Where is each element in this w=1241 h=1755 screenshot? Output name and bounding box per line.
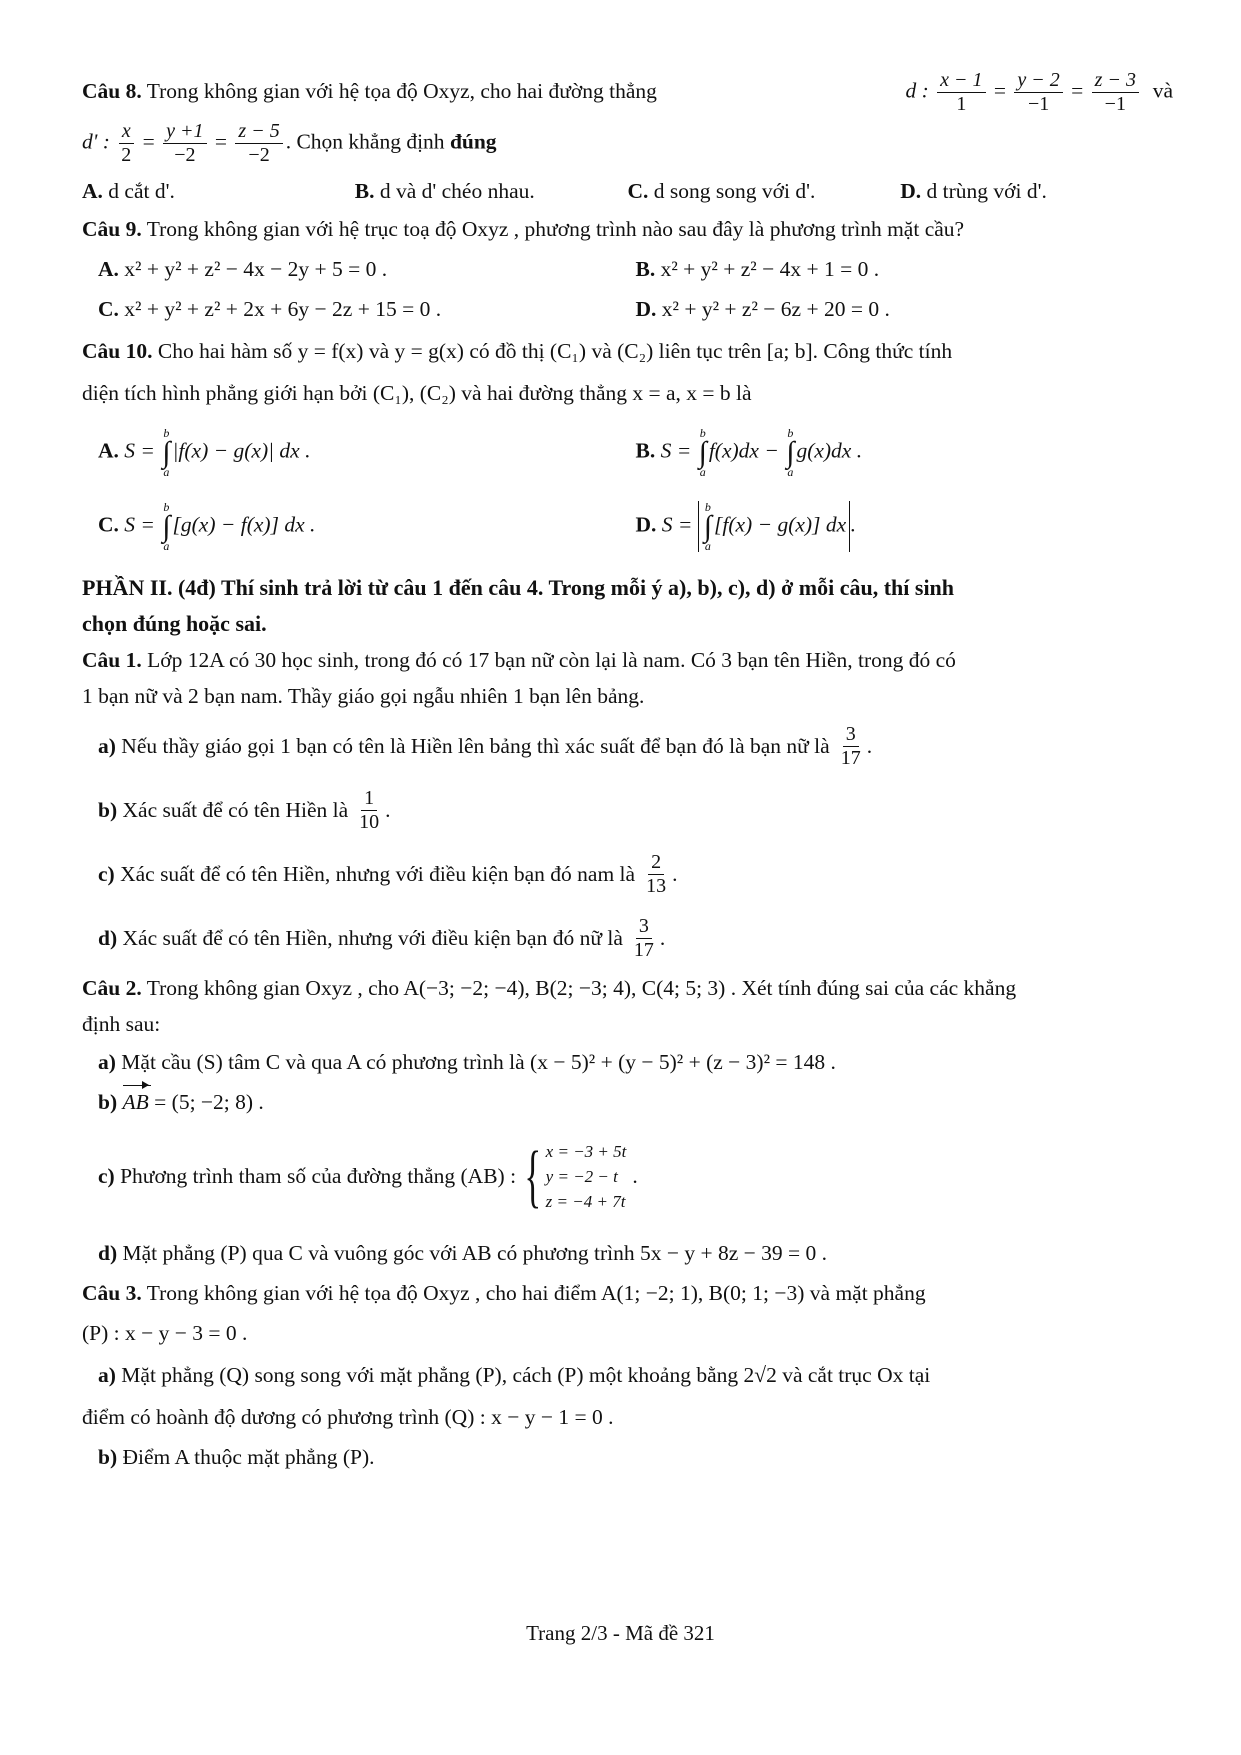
p3-item-a: a) Mặt phẳng (Q) song song với mặt phẳng (P), cách (P) một khoảng bằng 2√2 và cắt trục Ox tại bbox=[98, 1363, 931, 1388]
p2-line2: định sau: bbox=[82, 1011, 161, 1036]
fraction: $\frac{1}{10}$ bbox=[359, 787, 380, 834]
q8-option-b: B. d và d' chéo nhau. bbox=[354, 179, 535, 203]
q10-line1: Câu 10. Cho hai hàm số y = f(x) và y = g(x) có đồ thị (C₁) và (C₂) liên tục trên [a; b]. Công thức tính bbox=[82, 338, 953, 363]
q10-option-d: D. S = b ∫ a [f(x) − g(x)] dx . bbox=[635, 500, 856, 554]
q8-option-d: D. d trùng với d'. bbox=[900, 179, 1047, 203]
q9-stem: Câu 9. Trong không gian với hệ trục toạ độ Oxyz , phương trình nào sau đây là phương trình mặt cầu? bbox=[82, 216, 965, 241]
fraction: $\frac{3}{17}$ bbox=[840, 723, 861, 770]
p1-line2: 1 bạn nữ và 2 bạn nam. Thầy giáo gọi ngẫu nhiên 1 bạn lên bảng. bbox=[82, 683, 645, 708]
p2-item-d: d) Mặt phẳng (P) qua C và vuông góc với AB có phương trình 5x − y + 8z − 39 = 0 . bbox=[98, 1241, 828, 1266]
q10-options-cd bbox=[82, 494, 1173, 560]
q8-dp-frac2: $\frac{y +1}{-2}$ bbox=[163, 120, 206, 167]
p1-item-a: a) Nếu thầy giáo gọi 1 bạn có tên là Hiền lên bảng thì xác suất để bạn đó là bạn nữ là $\frac{3}{17}$ . bbox=[98, 723, 873, 770]
q9-option-b: B. x² + y² + z² − 4x + 1 = 0 . bbox=[635, 256, 880, 281]
q8-options bbox=[82, 178, 1173, 206]
q8-line-d: d : $\frac{x - 1}{1}$ = $\frac{y - 2}{-1}$ = $\frac{z - 3}{-1}$ và bbox=[905, 68, 1173, 115]
p1-item-c: c) Xác suất để có tên Hiền, nhưng với điều kiện bạn đó nam là $\frac{2}{13}$ . bbox=[98, 851, 678, 898]
q9-option-a: A. x² + y² + z² − 4x − 2y + 5 = 0 . bbox=[98, 256, 388, 281]
q8-dp-frac3: $\frac{z - 5}{-2}$ bbox=[235, 120, 282, 167]
q8-d-frac3: $\frac{z - 3}{-1}$ bbox=[1092, 69, 1139, 116]
p3-line1: Câu 3. Trong không gian với hệ tọa độ Oxyz , cho hai điểm A(1; −2; 1), B(0; 1; −3) và mặt phẳng bbox=[82, 1281, 926, 1306]
p1-item-d: d) Xác suất để có tên Hiền, nhưng với điều kiện bạn đó nữ là $\frac{3}{17}$ . bbox=[98, 915, 666, 962]
p3-item-b: b) Điểm A thuộc mặt phẳng (P). bbox=[98, 1445, 375, 1470]
fraction: $\frac{3}{17}$ bbox=[633, 915, 654, 962]
absolute-value: b ∫ a [f(x) − g(x)] dx bbox=[698, 501, 850, 552]
p3-line2: (P) : x − y − 3 = 0 . bbox=[82, 1321, 248, 1346]
q8-d-frac2: $\frac{y - 2}{-1}$ bbox=[1014, 69, 1062, 116]
fraction: $\frac{2}{13}$ bbox=[646, 851, 667, 898]
integral-sign: b ∫ a bbox=[786, 426, 795, 480]
q8-line1 bbox=[82, 70, 1173, 114]
q8-option-a: A. d cắt d'. bbox=[82, 179, 175, 203]
q8-d-frac1: $\frac{x - 1}{1}$ bbox=[937, 69, 985, 116]
p2-item-a: a) Mặt cầu (S) tâm C và qua A có phương trình là (x − 5)² + (y − 5)² + (z − 3)² = 148 . bbox=[98, 1049, 836, 1074]
integral-sign: b ∫ a bbox=[703, 500, 713, 554]
integral-sign: b ∫ a bbox=[162, 500, 171, 554]
part2-heading-2: chọn đúng hoặc sai. bbox=[82, 611, 267, 637]
q9-options-cd bbox=[82, 296, 1173, 324]
q9-option-d: D. x² + y² + z² − 6z + 20 = 0 . bbox=[635, 296, 890, 321]
p2-item-b: b) AB = (5; −2; 8) . bbox=[82, 1089, 1173, 1117]
q10-options-ab bbox=[82, 422, 1173, 484]
p1-line1: Câu 1. Lớp 12A có 30 học sinh, trong đó có 17 bạn nữ còn lại là nam. Có 3 bạn tên Hiền, trong đó có bbox=[82, 647, 956, 672]
p3-item-a-cont: điểm có hoành độ dương có phương trình (Q) : x − y − 1 = 0 . bbox=[82, 1405, 614, 1430]
q8-dp-frac1: $\frac{x}{2}$ bbox=[118, 120, 134, 167]
q8-title: Câu 8. bbox=[82, 79, 142, 104]
integral-sign: b ∫ a bbox=[162, 426, 171, 480]
q8-line2: d' : $\frac{x}{2}$ = $\frac{y +1}{-2}$ = $\frac{z - 5}{-2}$ . Chọn khẳng định đúng bbox=[82, 120, 497, 166]
integral-sign: b ∫ a bbox=[698, 426, 707, 480]
part2-heading: PHẦN II. (4đ) Thí sinh trả lời từ câu 1 đến câu 4. Trong mỗi ý a), b), c), d) ở mỗi câu, thí sinh bbox=[82, 574, 955, 600]
q8-stem: Trong không gian với hệ tọa độ Oxyz, cho hai đường thẳng bbox=[146, 79, 657, 104]
p2-item-c: c) Phương trình tham số của đường thẳng (AB) : { x = −3 + 5t y = −2 − t z = −4 + 7t . bbox=[98, 1138, 638, 1216]
q9-option-c: C. x² + y² + z² + 2x + 6y − 2z + 15 = 0 . bbox=[98, 296, 442, 321]
vector-ab: AB bbox=[123, 1089, 149, 1117]
q8-option-c: C. d song song với d'. bbox=[627, 179, 816, 203]
q10-option-b: B. S = b ∫ a f(x)dx − b ∫ a g(x)dx . bbox=[635, 426, 863, 480]
page-footer: Trang 2/3 - Mã đề 321 bbox=[526, 1621, 715, 1645]
q10-option-a: A. S = b ∫ a |f(x) − g(x)| dx . bbox=[98, 426, 311, 480]
p2-line1: Câu 2. Trong không gian Oxyz , cho A(−3; −2; −4), B(2; −3; 4), C(4; 5; 3) . Xét tính đúng sai của các khẳng bbox=[82, 975, 1017, 1000]
q9-options-ab bbox=[82, 256, 1173, 284]
parametric-system: { x = −3 + 5t y = −2 − t z = −4 + 7t bbox=[524, 1138, 627, 1216]
q10-line2: diện tích hình phẳng giới hạn bởi (C₁), (C₂) và hai đường thẳng x = a, x = b là bbox=[82, 380, 752, 405]
q10-option-c: C. S = b ∫ a [g(x) − f(x)] dx . bbox=[98, 500, 316, 554]
p1-item-b: b) Xác suất để có tên Hiền là $\frac{1}{10}$ . bbox=[98, 787, 391, 834]
